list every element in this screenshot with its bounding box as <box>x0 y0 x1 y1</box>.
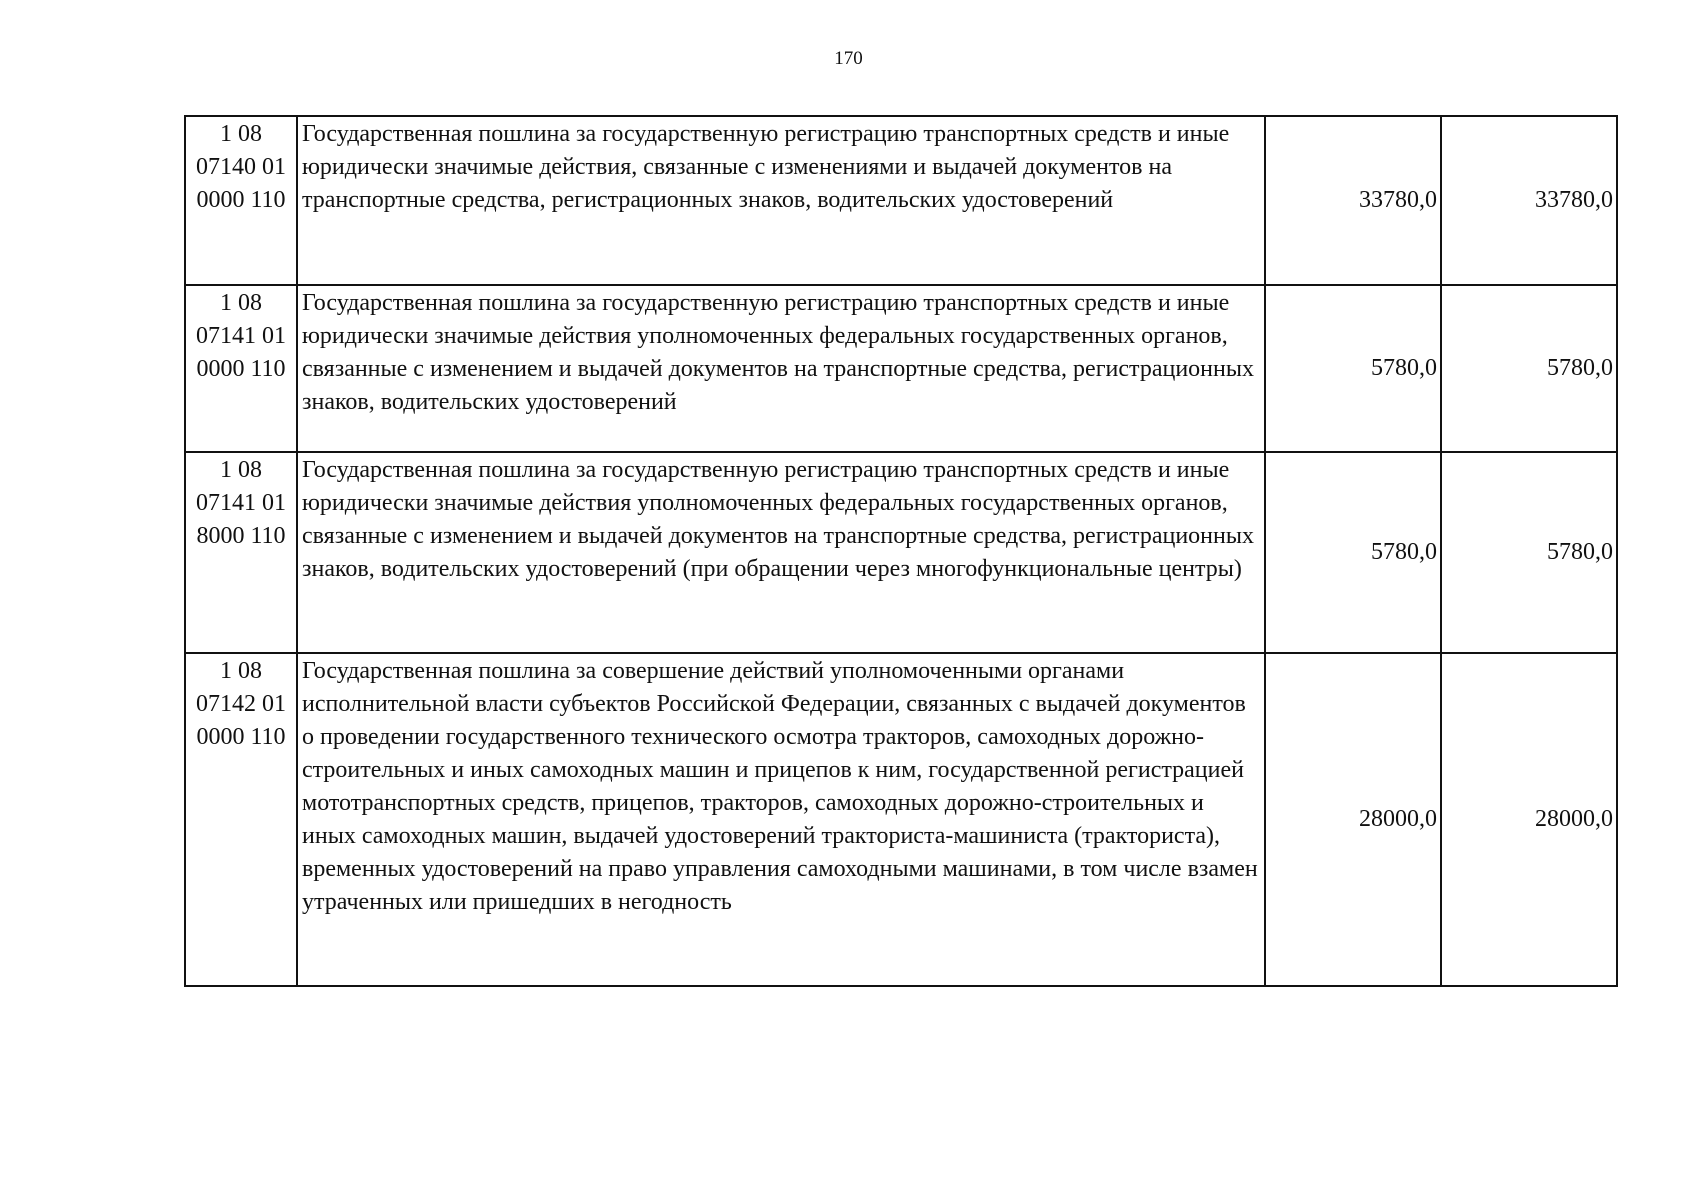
budget-code-line: 8000 110 <box>196 523 286 549</box>
budget-code-line: 1 08 <box>220 658 262 684</box>
amount-cell-1: 28000,0 <box>1265 653 1441 986</box>
budget-code-cell <box>185 653 297 986</box>
budget-code-line: 07141 01 <box>196 490 286 516</box>
description-cell: Государственная пошлина за государственную регистрацию транспортных средств и иные юридически значимые действия, связанные с изменениями и выдачей документов на транспортные средства, регистрационных знаков, водительских удостоверений <box>297 116 1265 285</box>
budget-code-line: 07142 01 <box>196 691 286 717</box>
budget-table <box>184 115 1618 987</box>
budget-code-line: 1 08 <box>220 457 262 483</box>
budget-code-line: 0000 110 <box>196 187 286 213</box>
budget-code-cell <box>185 285 297 452</box>
budget-code-line: 1 08 <box>220 290 262 316</box>
budget-code-line: 0000 110 <box>196 724 286 750</box>
table-row <box>185 116 1617 285</box>
amount-cell-1: 33780,0 <box>1265 116 1441 285</box>
page-number: 170 <box>834 48 863 69</box>
budget-code-cell <box>185 452 297 653</box>
budget-code-line: 07141 01 <box>196 323 286 349</box>
amount-cell-2: 28000,0 <box>1441 653 1617 986</box>
table-row <box>185 452 1617 653</box>
amount-cell-1: 5780,0 <box>1265 452 1441 653</box>
amount-cell-2: 5780,0 <box>1441 285 1617 452</box>
table-row <box>185 285 1617 452</box>
budget-code-line: 07140 01 <box>196 154 286 180</box>
budget-code-line: 0000 110 <box>196 356 286 382</box>
description-cell: Государственная пошлина за государственную регистрацию транспортных средств и иные юридически значимые действия уполномоченных федеральных государственных органов, связанные с изменением и выдачей документов на транспортные средства, регистрационных знаков, водительских удостоверений <box>297 285 1265 452</box>
amount-cell-2: 5780,0 <box>1441 452 1617 653</box>
budget-code-cell <box>185 116 297 285</box>
description-cell: Государственная пошлина за государственную регистрацию транспортных средств и иные юридически значимые действия уполномоченных федеральных государственных органов, связанные с изменением и выдачей документов на транспортные средства, регистрационных знаков, водительских удостоверений (при обращении через многофункциональные центры) <box>297 452 1265 653</box>
budget-code-line: 1 08 <box>220 121 262 147</box>
amount-cell-1: 5780,0 <box>1265 285 1441 452</box>
amount-cell-2: 33780,0 <box>1441 116 1617 285</box>
description-cell: Государственная пошлина за совершение действий уполномоченными органами исполнительной власти субъектов Российской Федерации, связанных с выдачей документов о проведении государственного технического осмотра тракторов, самоходных дорожно-строительных и иных самоходных машин и прицепов к ним, государственной регистрацией мототранспортных средств, прицепов, тракторов, самоходных дорожно-строительных и иных самоходных машин, выдачей удостоверений тракториста-машиниста (тракториста), временных удостоверений на право управления самоходными машинами, в том числе взамен утраченных или пришедших в негодность <box>297 653 1265 986</box>
table-row <box>185 653 1617 986</box>
